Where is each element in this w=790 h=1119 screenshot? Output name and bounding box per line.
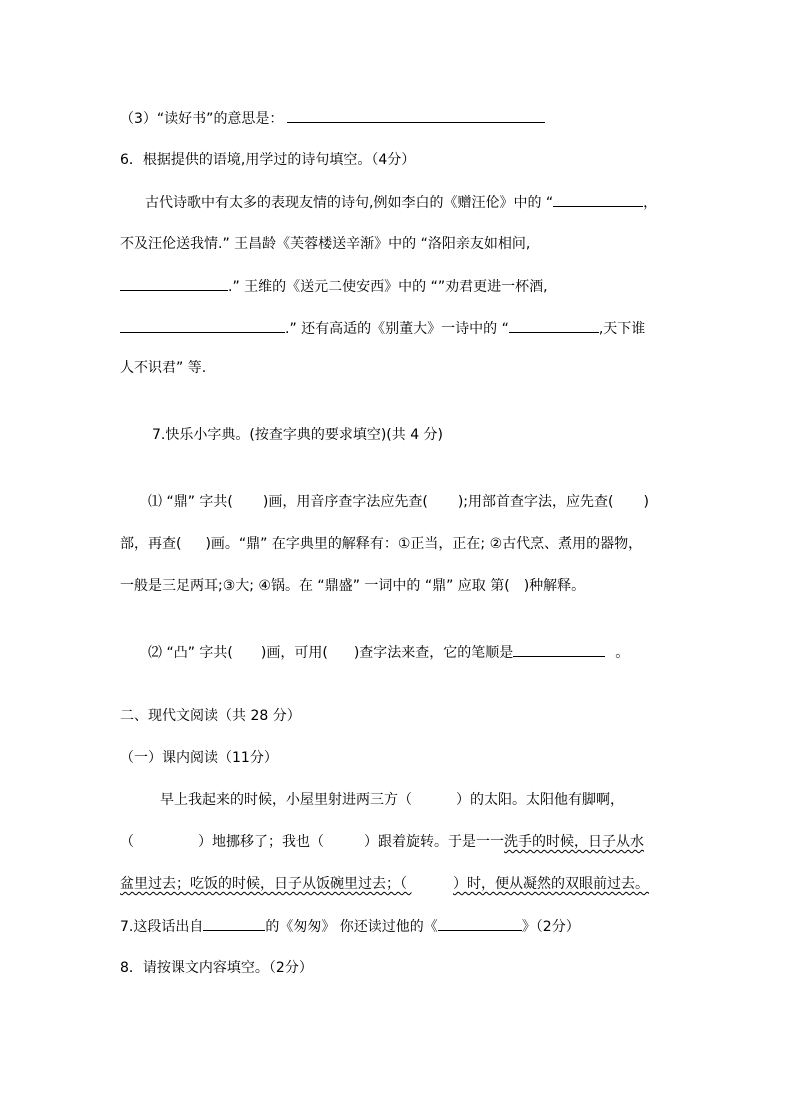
q7-s2-line xyxy=(148,642,629,663)
passage-text: ）跟着旋转。于是一一 xyxy=(364,834,504,850)
q5-3-line xyxy=(120,108,545,129)
passage-text: 早上我起来的时候，小屋里射进两三方（ xyxy=(160,792,412,808)
q7-text: ⑵ “凸” 字共( xyxy=(148,645,233,661)
answer-blank[interactable] xyxy=(553,192,643,207)
wavy-underlined-text: ）时，便从凝然的双眼前过去。 xyxy=(453,876,649,892)
passage-line-1 xyxy=(160,790,624,810)
q5-3-prefix: （3） xyxy=(120,111,157,127)
q7-text: 一般是三足两耳;③大; ④锅。在 “鼎盛” 一词中的 “鼎” 应取 第( xyxy=(120,578,510,594)
q7-text: 部，再查( xyxy=(120,536,182,552)
q6-text: .” 王维的《送元二使安西》中的 “”劝君更进一杯酒, xyxy=(228,279,548,295)
passage-text: ）的太阳。太阳他有脚啊， xyxy=(456,792,624,808)
q6-title: 6．根据提供的语境,用学过的诗句填空。（4分） xyxy=(120,152,416,168)
passage-line-2 xyxy=(120,832,644,852)
q6-line-3 xyxy=(120,276,548,297)
answer-blank[interactable] xyxy=(513,642,605,657)
q7-text: ⑴ “鼎” 字共( xyxy=(148,494,233,510)
passage-text: （ xyxy=(120,834,134,850)
q7-text: )查字法来查，它的笔顺是 xyxy=(353,645,514,661)
q7b-text: 》（2分） xyxy=(521,919,580,935)
answer-blank[interactable] xyxy=(287,108,545,123)
q7b-line xyxy=(120,916,580,937)
q6-text: 古代诗歌中有太多的表现友情的诗句,例如李白的《赠汪伦》中的 “ xyxy=(145,195,554,211)
q5-3-quote: “读好书” xyxy=(156,111,214,127)
subsection-title: （一）课内阅读（11分） xyxy=(120,750,278,766)
q5-3-suffix: 的意思是： xyxy=(213,111,284,127)
q8-title: 8．请按课文内容填空。（2分） xyxy=(120,960,313,976)
passage-line-3 xyxy=(120,874,649,894)
q7b-text: 的《匆匆》 你还读过他的《 xyxy=(265,919,438,935)
answer-blank[interactable] xyxy=(120,276,228,291)
section-2-title: 二、现代文阅读（共 28 分） xyxy=(120,708,301,724)
q6-line-1 xyxy=(145,192,657,213)
q7-text: )画，用音序查字法应先查( xyxy=(262,494,428,510)
answer-blank[interactable] xyxy=(203,916,265,931)
answer-blank[interactable] xyxy=(438,916,522,931)
q6-line-2: 不及汪伦送我情.” 王昌龄《芙蓉楼送辛渐》中的 “洛阳亲友如相问, xyxy=(120,236,531,252)
q6-line-4 xyxy=(120,318,645,339)
answer-gap[interactable] xyxy=(407,874,453,894)
wavy-underlined-text: 洗手的时候，日子从水 xyxy=(504,834,644,850)
passage-text: ）地挪移了；我也（ xyxy=(198,834,324,850)
wavy-underlined-text: 盆里过去；吃饭的时候，日子从饭碗里过去；（ xyxy=(120,876,407,892)
q7b-text: 7.这段话出自 xyxy=(120,919,204,935)
answer-blank[interactable] xyxy=(509,318,599,333)
answer-blank[interactable] xyxy=(120,318,285,333)
q6-text: ， xyxy=(643,195,658,211)
q7-s1-line-1 xyxy=(148,492,649,512)
q7-title: 7.快乐小字典。(按查字典的要求填空)(共 4 分) xyxy=(152,427,444,443)
q7-text: );用部首查字法，应先查( xyxy=(457,494,614,510)
q7-s1-line-3 xyxy=(120,576,585,596)
q6-text: ,天下谁 xyxy=(598,321,646,337)
q7-text: )画，可用( xyxy=(260,645,328,661)
q7-s1-line-2 xyxy=(120,534,642,554)
q7-text: 。 xyxy=(615,645,630,661)
q6-line-5: 人不识君” 等. xyxy=(120,360,207,376)
q7-text: )种解释。 xyxy=(523,578,586,594)
q7-text: )画。“鼎” 在字典里的解释有：①正当，正在; ②古代烹、煮用的器物， xyxy=(205,536,643,552)
q6-text: .” 还有高适的《别董大》一诗中的 “ xyxy=(285,321,509,337)
q7-text: ) xyxy=(643,494,649,510)
